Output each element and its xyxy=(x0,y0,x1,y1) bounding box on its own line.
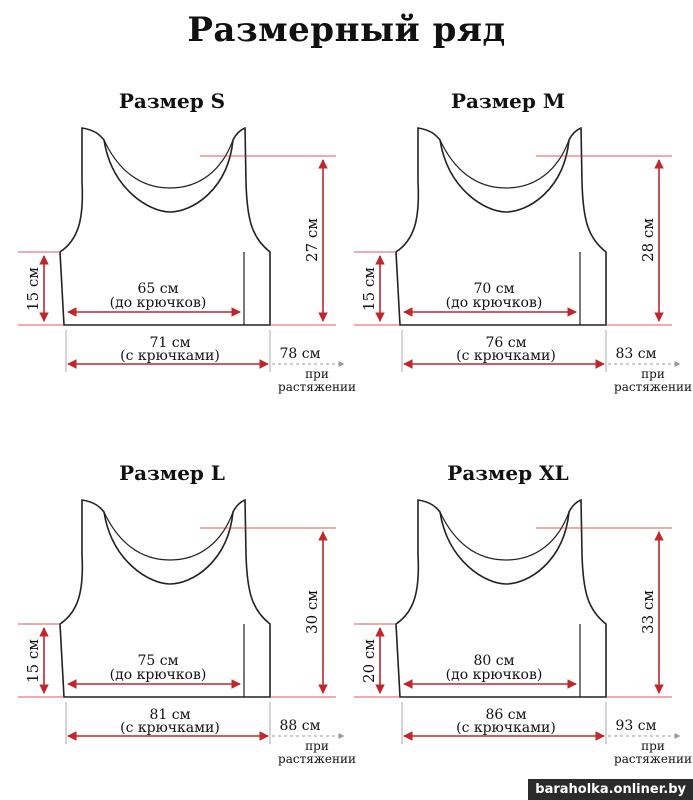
stretch-note-2: растяжении xyxy=(278,380,356,394)
side-label: 15 см xyxy=(24,639,42,683)
neckline xyxy=(440,140,569,188)
inner-width-note: (до крючков) xyxy=(445,295,543,311)
inner-width-value: 75 см xyxy=(137,653,179,669)
outer-width-note: (с крючками) xyxy=(120,348,220,364)
height-label: 28 см xyxy=(639,218,657,262)
stretch-value: 93 см xyxy=(615,718,657,734)
inner-width-value: 65 см xyxy=(137,281,179,297)
stretch-note-1: при xyxy=(305,367,329,381)
size-label: Размер S xyxy=(118,89,226,113)
size-panel-2 xyxy=(18,461,356,766)
outer-width-value: 81 см xyxy=(149,707,191,723)
page-title: Размерный ряд xyxy=(187,10,506,50)
outer-width-value: 86 см xyxy=(485,707,527,723)
stretch-note-1: при xyxy=(641,739,665,753)
outer-width-note: (с крючками) xyxy=(456,348,556,364)
side-label: 15 см xyxy=(24,267,42,311)
size-label: Размер M xyxy=(451,89,565,113)
neckline xyxy=(104,512,233,560)
size-panel-1 xyxy=(354,89,692,394)
stretch-value: 88 см xyxy=(279,718,321,734)
height-label: 33 см xyxy=(639,590,657,634)
outer-width-note: (с крючками) xyxy=(120,720,220,736)
stretch-note-2: растяжении xyxy=(614,380,692,394)
stretch-note-2: растяжении xyxy=(278,752,356,766)
watermark: baraholka.onliner.by xyxy=(528,779,693,800)
size-label: Размер XL xyxy=(447,461,569,485)
side-label: 20 см xyxy=(360,639,378,683)
size-label: Размер L xyxy=(119,461,225,485)
height-label: 30 см xyxy=(303,590,321,634)
outer-width-value: 76 см xyxy=(485,335,527,351)
stretch-note-2: растяжении xyxy=(614,752,692,766)
height-label: 27 см xyxy=(303,218,321,262)
side-label: 15 см xyxy=(360,267,378,311)
stretch-value: 78 см xyxy=(279,346,321,362)
size-panel-0 xyxy=(18,89,356,394)
inner-width-note: (до крючков) xyxy=(109,295,207,311)
neckline xyxy=(104,140,233,188)
outer-width-value: 71 см xyxy=(149,335,191,351)
inner-width-note: (до крючков) xyxy=(445,667,543,683)
outer-width-note: (с крючками) xyxy=(456,720,556,736)
neckline xyxy=(440,512,569,560)
inner-width-note: (до крючков) xyxy=(109,667,207,683)
size-panel-3 xyxy=(354,461,692,766)
inner-width-value: 80 см xyxy=(473,653,515,669)
inner-width-value: 70 см xyxy=(473,281,515,297)
stretch-note-1: при xyxy=(305,739,329,753)
stretch-note-1: при xyxy=(641,367,665,381)
stretch-value: 83 см xyxy=(615,346,657,362)
